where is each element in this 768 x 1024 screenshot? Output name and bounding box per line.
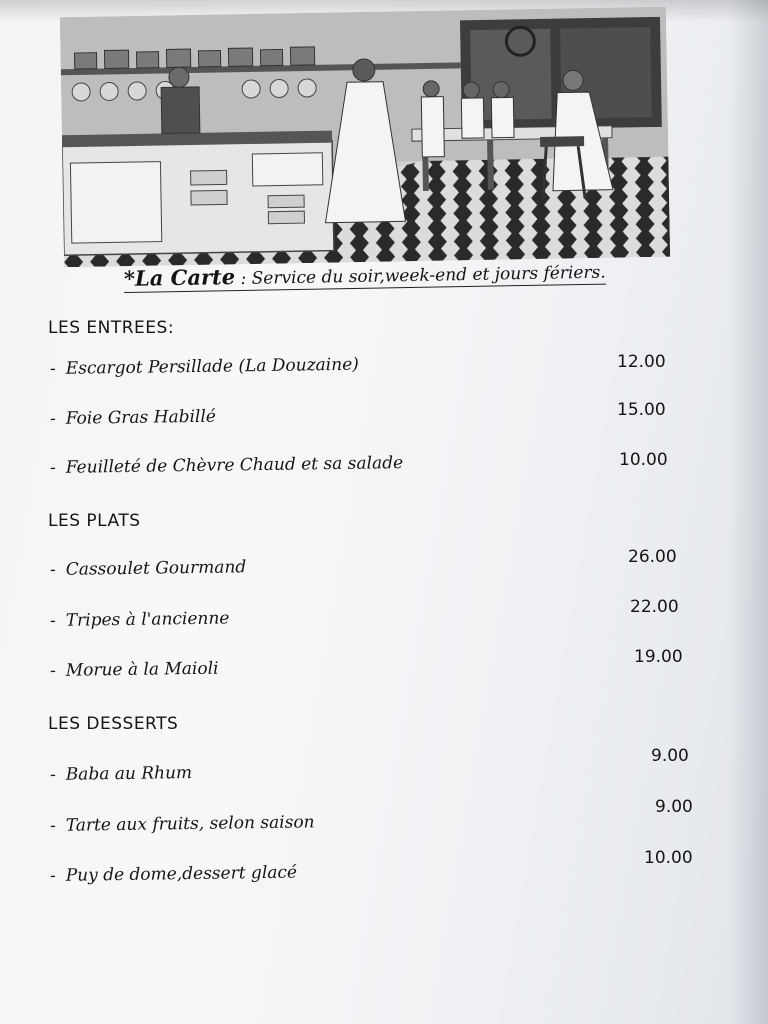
item-price: 19.00: [634, 647, 683, 667]
bullet-dash: -: [49, 815, 56, 836]
bullet-dash: -: [49, 610, 56, 631]
item-price: 9.00: [651, 746, 689, 766]
bullet-dash: -: [49, 559, 56, 580]
bullet-dash: -: [49, 457, 56, 478]
section-heading-entrees: LES ENTREES:: [48, 318, 175, 338]
item-price: 15.00: [617, 400, 666, 420]
item-name: Foie Gras Habillé: [65, 406, 217, 429]
item-price: 22.00: [630, 597, 679, 617]
section-heading-desserts: LES DESSERTS: [48, 714, 179, 734]
item-name: Tripes à l'ancienne: [65, 608, 230, 631]
menu-item: [50, 453, 403, 478]
menu-item: [50, 659, 219, 681]
bullet-dash: -: [49, 408, 56, 429]
item-price: 26.00: [628, 547, 677, 567]
page-edge-shadow: [728, 0, 768, 1024]
menu-item: [50, 812, 315, 836]
menu-item: [50, 608, 230, 631]
item-price: 9.00: [655, 797, 693, 817]
bullet-dash: -: [49, 358, 56, 379]
menu-item: [50, 355, 359, 379]
item-name: Cassoulet Gourmand: [65, 557, 247, 580]
menu-item: [50, 557, 246, 580]
item-price: 10.00: [619, 450, 668, 470]
item-name: Morue à la Maioli: [65, 658, 219, 681]
section-heading-plats: LES PLATS: [48, 511, 141, 531]
item-name: Baba au Rhum: [65, 763, 193, 785]
item-name: Escargot Persillade (La Douzaine): [65, 354, 359, 379]
kitchen-illustration: [60, 7, 670, 268]
bullet-dash: -: [49, 865, 56, 886]
bullet-dash: -: [49, 764, 56, 785]
kitchen-photo: [60, 7, 670, 268]
item-name: Feuilleté de Chèvre Chaud et sa salade: [65, 453, 404, 478]
item-price: 10.00: [644, 848, 693, 868]
item-name: Puy de dome,dessert glacé: [65, 862, 298, 886]
menu-item: [50, 763, 192, 785]
menu-item: [50, 407, 216, 429]
menu-title: *La Carte: [123, 264, 236, 291]
service-note: : Service du soir,week-end et jours fériers.: [234, 262, 606, 290]
menu-item: [50, 863, 297, 886]
item-price: 12.00: [617, 352, 666, 372]
bullet-dash: -: [49, 660, 56, 681]
item-name: Tarte aux fruits, selon saison: [65, 812, 315, 836]
